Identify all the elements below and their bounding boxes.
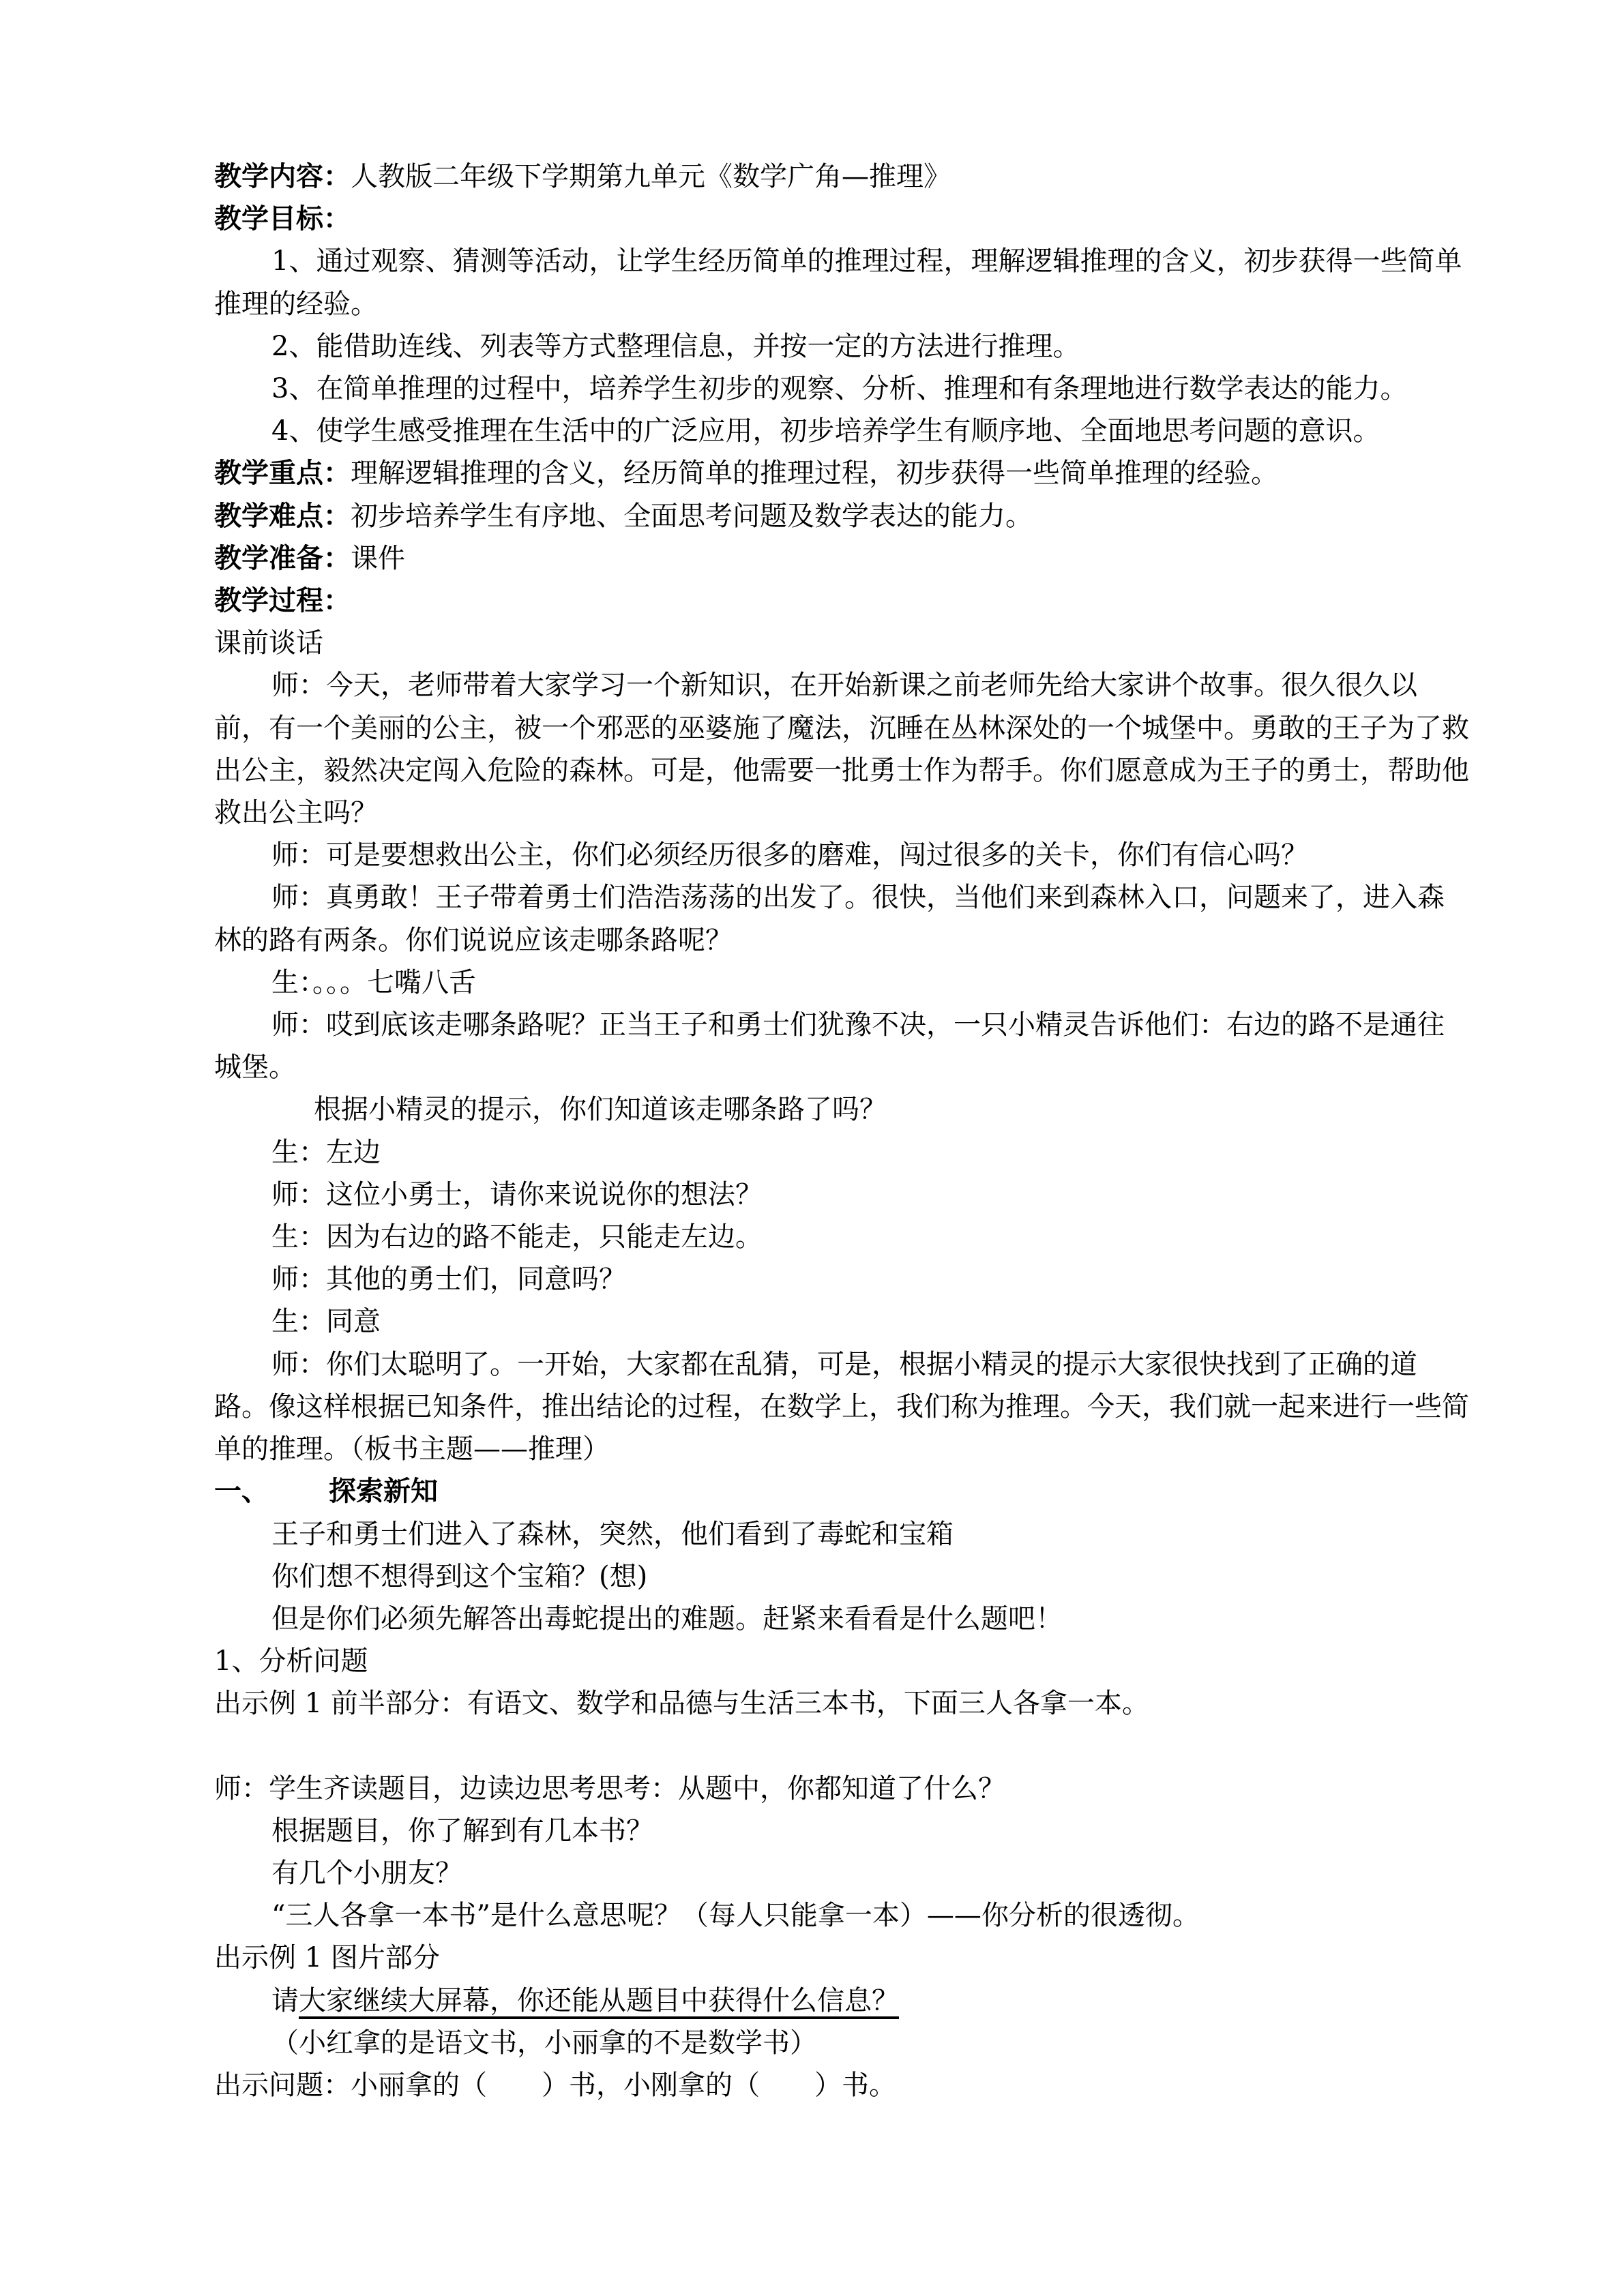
teaching-key-point: [214, 452, 1469, 494]
goal-item: 2、能借助连线、列表等方式整理信息，并按一定的方法进行推理。: [271, 330, 1080, 362]
key-point-value: 理解逻辑推理的含义，经历简单的推理过程，初步获得一些简单推理的经验。: [351, 458, 1278, 490]
blank-line: [214, 1725, 1469, 1768]
dialogue-line: 师：这位小勇士，请你来说说你的想法？: [271, 1178, 763, 1210]
dialogue-line: 师：真勇敢！王子带着勇士们浩浩荡荡的出发了。很快，当他们来到森林入口，问题来了，进入森林的路有两条。你们说说应该走哪条路呢？: [214, 882, 1445, 956]
info-line: （小红拿的是语文书，小丽拿的不是数学书）: [271, 2027, 817, 2059]
example-first-half: 出示例 1 前半部分：有语文、数学和品德与生活三本书，下面三人各拿一本。: [214, 1688, 1149, 1720]
section-title: 探索新知: [329, 1475, 438, 1508]
teaching-preparation: [214, 537, 1469, 580]
dialogue-line: 根据小精灵的提示，你们知道该走哪条路了吗？: [314, 1094, 887, 1126]
teaching-process-label: 教学过程：: [214, 584, 351, 617]
dialogue-line: 生：因为右边的路不能走，只能走左边。: [271, 1221, 763, 1253]
dialogue-line: 师：你们太聪明了。一开始，大家都在乱猜，可是，根据小精灵的提示大家很快找到了正确的道路。像这样根据已知条件，推出结论的过程，在数学上，我们称为推理。今天，我们就一起来进行一些简单的推理。（板书主题——推理）: [214, 1348, 1469, 1465]
subsection-title: 1、分析问题: [214, 1645, 368, 1678]
difficulty-label: 教学难点：: [214, 499, 351, 532]
dialogue-line: 师：其他的勇士们，同意吗？: [271, 1264, 626, 1296]
prompt-underlined: 大家继续大屏幕，你还能从题目中获得什么信息？: [299, 1984, 899, 2016]
teaching-difficulty: [214, 495, 1469, 537]
dialogue-line: 生：同意: [271, 1306, 381, 1338]
goal-item: 3、在简单推理的过程中，培养学生初步的观察、分析、推理和有条理地进行数学表达的能力。: [271, 373, 1408, 405]
question-line: “三人各拿一本书”是什么意思呢？（每人只能拿一本）——你分析的很透彻。: [271, 1900, 1200, 1932]
prompt-line: [214, 1980, 1469, 2022]
teaching-goals-label: 教学目标：: [214, 203, 351, 235]
story-line: 但是你们必须先解答出毒蛇提出的难题。赶紧来看看是什么题吧！: [271, 1602, 1063, 1635]
dialogue-line: 师：今天，老师带着大家学习一个新知识，在开始新课之前老师先给大家讲个故事。很久很久以前，有一个美丽的公主，被一个邪恶的巫婆施了魔法，沉睡在丛林深处的一个城堡中。勇敢的王子为了救出公主，毅然决定闯入危险的森林。可是，他需要一批勇士作为帮手。你们愿意成为王子的勇士，帮助他救出公主吗？: [214, 670, 1469, 829]
goal-item: 4、使学生感受推理在生活中的广泛应用，初步培养学生有顺序地、全面地思考问题的意识。: [271, 415, 1381, 447]
goal-item: 1、通过观察、猜测等活动，让学生经历简单的推理过程，理解逻辑推理的含义，初步获得一些简单推理的经验。: [214, 245, 1462, 320]
story-line: 你们想不想得到这个宝箱？(想): [271, 1560, 648, 1592]
section-number: 一、: [214, 1475, 269, 1508]
pre-talk-title: 课前谈话: [214, 627, 323, 659]
lesson-plan-body: [214, 155, 1469, 2106]
dialogue-line: 生：左边: [271, 1136, 381, 1168]
dialogue-line: 师：可是要想救出公主，你们必须经历很多的磨难，闯过很多的关卡，你们有信心吗？: [271, 839, 1308, 871]
question-line: 根据题目，你了解到有几本书？: [271, 1815, 653, 1847]
teacher-line: 师：学生齐读题目，边读边思考思考：从题中，你都知道了什么？: [214, 1772, 1005, 1804]
teaching-content: [214, 155, 1469, 198]
difficulty-value: 初步培养学生有序地、全面思考问题及数学表达的能力。: [351, 500, 1033, 532]
example-picture-part: 出示例 1 图片部分: [214, 1942, 440, 1974]
story-line: 王子和勇士们进入了森林，突然，他们看到了毒蛇和宝箱: [271, 1518, 954, 1550]
question-prompt: 出示问题：小丽拿的（ ）书，小刚拿的（ ）书。: [214, 2069, 896, 2101]
dialogue-line: 生：。。。七嘴八舌: [271, 966, 476, 998]
prompt-lead: 请: [271, 1984, 299, 2016]
teaching-content-value: 人教版二年级下学期第九单元《数学广角—推理》: [351, 161, 951, 192]
section-heading: [214, 1470, 1469, 1512]
preparation-value: 课件: [351, 542, 405, 574]
question-line: 有几个小朋友？: [271, 1857, 462, 1889]
dialogue-line: 师：哎到底该走哪条路呢？正当王子和勇士们犹豫不决，一只小精灵告诉他们：右边的路不是通往城堡。: [214, 1009, 1445, 1084]
preparation-label: 教学准备：: [214, 541, 351, 574]
teaching-content-label: 教学内容：: [214, 160, 351, 192]
key-point-label: 教学重点：: [214, 457, 351, 490]
